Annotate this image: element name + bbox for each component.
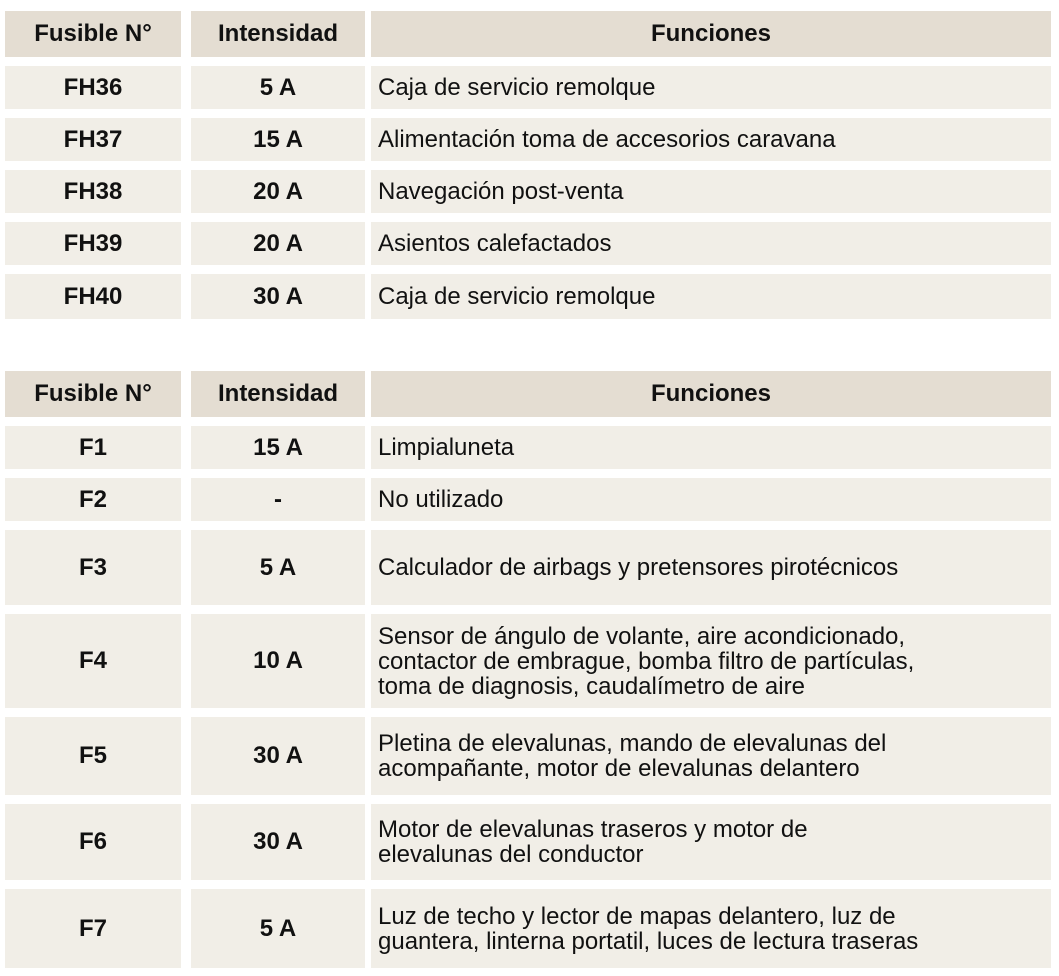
table-row	[5, 804, 1051, 880]
fuse-function: Navegación post-venta	[371, 170, 1051, 213]
header-fuse-number: Fusible N°	[5, 371, 181, 417]
fuse-number: FH38	[5, 170, 181, 213]
table-row	[5, 530, 1051, 605]
fuse-function: Alimentación toma de accesorios caravana	[371, 118, 1051, 161]
header-functions: Funciones	[371, 11, 1051, 57]
fuse-amperage: 10 A	[191, 614, 365, 708]
table-row	[5, 118, 1051, 161]
table-row	[5, 66, 1051, 109]
table-header	[5, 371, 1051, 417]
fuse-number: F1	[5, 426, 181, 469]
fuse-function	[371, 804, 1051, 880]
fuse-function-line: Motor de elevalunas traseros y motor de	[378, 816, 808, 843]
table-row	[5, 170, 1051, 213]
table-row	[5, 426, 1051, 469]
fuse-number: FH37	[5, 118, 181, 161]
header-amperage: Intensidad	[191, 371, 365, 417]
fuse-number: FH39	[5, 222, 181, 265]
fuse-number: F2	[5, 478, 181, 521]
fuse-number: F7	[5, 889, 181, 968]
fuse-function: Limpialuneta	[371, 426, 1051, 469]
fuse-amperage: 5 A	[191, 66, 365, 109]
fuse-function: Caja de servicio remolque	[371, 274, 1051, 319]
table-row	[5, 717, 1051, 795]
fuse-amperage: 20 A	[191, 170, 365, 213]
fuse-function	[371, 889, 1051, 968]
fuse-number: F5	[5, 717, 181, 795]
fuse-number: FH36	[5, 66, 181, 109]
table-row	[5, 274, 1051, 319]
fuse-function: Caja de servicio remolque	[371, 66, 1051, 109]
fuse-number: F6	[5, 804, 181, 880]
fuse-function-line: guantera, linterna portatil, luces de lectura traseras	[378, 927, 919, 955]
fuse-function	[371, 614, 1051, 708]
fuse-function-line: elevalunas del conductor	[378, 841, 644, 868]
fuse-amperage: 5 A	[191, 530, 365, 605]
fuse-function-line: acompañante, motor de elevalunas delantero	[378, 755, 860, 782]
fuse-function-text	[378, 731, 886, 781]
fuse-function-line: contactor de embrague, bomba filtro de partículas,	[378, 647, 915, 675]
fuse-function: No utilizado	[371, 478, 1051, 521]
table-row	[5, 614, 1051, 708]
fuse-number: FH40	[5, 274, 181, 319]
fuse-function: Calculador de airbags y pretensores pirotécnicos	[371, 530, 1051, 605]
header-functions: Funciones	[371, 371, 1051, 417]
table-header	[5, 11, 1051, 57]
fuse-amperage: 15 A	[191, 118, 365, 161]
fuse-function	[371, 717, 1051, 795]
fuse-function-line: Pletina de elevalunas, mando de elevalunas del	[378, 730, 887, 757]
fuse-number: F3	[5, 530, 181, 605]
fuse-amperage: 15 A	[191, 426, 365, 469]
table-row	[5, 222, 1051, 265]
fuse-function-text	[378, 624, 914, 699]
fuse-function-text	[378, 904, 918, 954]
fuse-amperage: 30 A	[191, 717, 365, 795]
fuse-amperage: 30 A	[191, 274, 365, 319]
fuse-amperage: -	[191, 478, 365, 521]
fuse-function-text	[378, 817, 808, 867]
header-amperage: Intensidad	[191, 11, 365, 57]
fuse-function-line: toma de diagnosis, caudalímetro de aire	[378, 672, 805, 700]
fuse-amperage: 5 A	[191, 889, 365, 968]
fuse-amperage: 30 A	[191, 804, 365, 880]
fuse-function-line: Luz de techo y lector de mapas delantero, luz de	[378, 902, 896, 930]
fuse-function-line: Sensor de ángulo de volante, aire acondicionado,	[378, 622, 906, 650]
header-fuse-number: Fusible N°	[5, 11, 181, 57]
fuse-amperage: 20 A	[191, 222, 365, 265]
fuse-number: F4	[5, 614, 181, 708]
table-row	[5, 478, 1051, 521]
table-row	[5, 889, 1051, 968]
fuse-function: Asientos calefactados	[371, 222, 1051, 265]
